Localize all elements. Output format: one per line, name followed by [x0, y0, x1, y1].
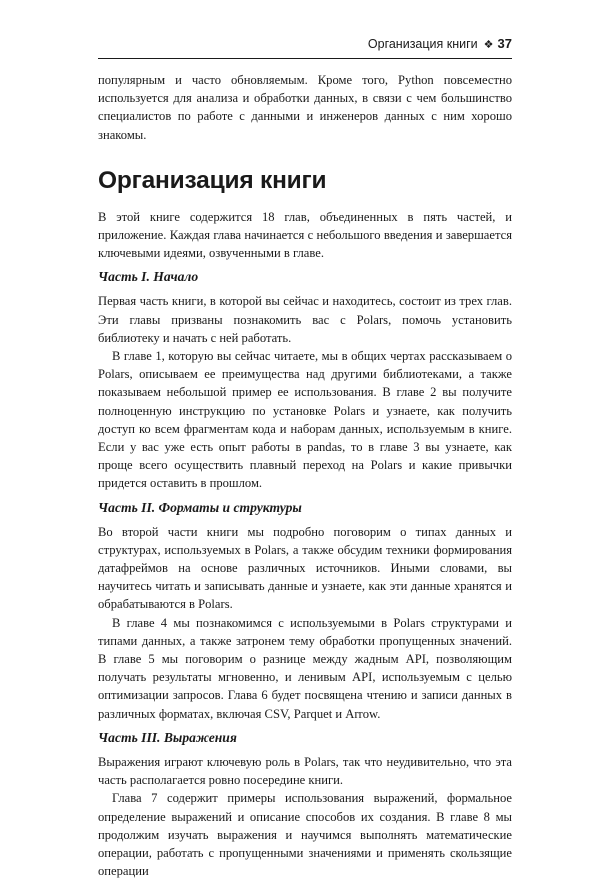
header-rule	[98, 58, 512, 59]
page-body	[98, 71, 512, 880]
section-lead-paragraph: В этой книге содержится 18 глав, объединенных в пять частей, и приложение. Каждая глава начинается с небольшого введения и завершается ключевыми идеями, озвученными в главе.	[98, 209, 512, 261]
part-1-paragraph-1: Первая часть книги, в которой вы сейчас и находитесь, состоит из трех глав. Эти главы призваны познакомить вас с Polars, помочь установить библиотеку и начать с ней работать.	[98, 294, 512, 345]
section-title: Организация книги	[98, 166, 327, 194]
part-2-paragraph-1: Во второй части книги мы подробно поговорим о типах данных и структурах, используемых в Polars, а также обсудим техники формирования датафреймов на основе различных источников. Иными словами, вы научитесь читать и записывать данные и узнаете, как эти данные хранятся и обрабатываются в Polars.	[98, 524, 512, 612]
intro-paragraph: популярным и часто обновляемым. Кроме того, Python повсеместно используется для анализа и обработки данных, в связи с чем большинство специалистов по работе с данными и инженеров данных с ним хорошо знакомы.	[98, 73, 512, 142]
ornament-icon: ❖	[483, 39, 494, 51]
part-1-paragraph-2: В главе 1, которую вы сейчас читаете, мы в общих чертах рассказываем о Polars, описываем ее преимущества над другими библиотеками, а также показываем небольшой пример ее использования. В главе 2 вы получите полноценную инструкцию по установке Polars и узнаете, как получить доступ ко всем фрагментам кода и наборам данных, используемым в книге. Если у вас уже есть опыт работы в pandas, то в главе 3 вы узнаете, как проще всего осуществить плавный переход на Polars и какие привычки придется оставить в прошлом.	[98, 349, 512, 491]
running-head-title: Организация книги	[367, 37, 478, 51]
part-2-paragraph-2: В главе 4 мы познакомимся с используемыми в Polars структурами и типами данных, а также затронем тему обработки пропущенных значений. В главе 5 мы поговорим о разнице между жадным API, позволяющим получать результаты мгновенно, и ленивым API, используемым с целью оптимизации запросов. Глава 6 будет посвящена чтению и записи данных в различных форматах, включая CSV, Parquet и Arrow.	[98, 615, 512, 721]
part-1-heading: Часть I. Начало	[98, 269, 199, 285]
part-3-heading: Часть III. Выражения	[98, 729, 237, 745]
page-number: 37	[497, 36, 512, 51]
part-2-heading: Часть II. Форматы и структуры	[98, 499, 302, 515]
part-3-paragraph-1: Выражения играют ключевую роль в Polars, так что неудивительно, что эта часть располагается ровно посередине книги.	[98, 754, 512, 788]
running-head	[368, 36, 512, 51]
part-3-paragraph-2: Глава 7 содержит примеры использования выражений, формальное определение выражений и описание способов их создания. В главе 8 мы продолжим изучать выражения и научимся выполнять математические операции, работать с пропущенными значениями и применять скользящие операции	[98, 791, 512, 879]
